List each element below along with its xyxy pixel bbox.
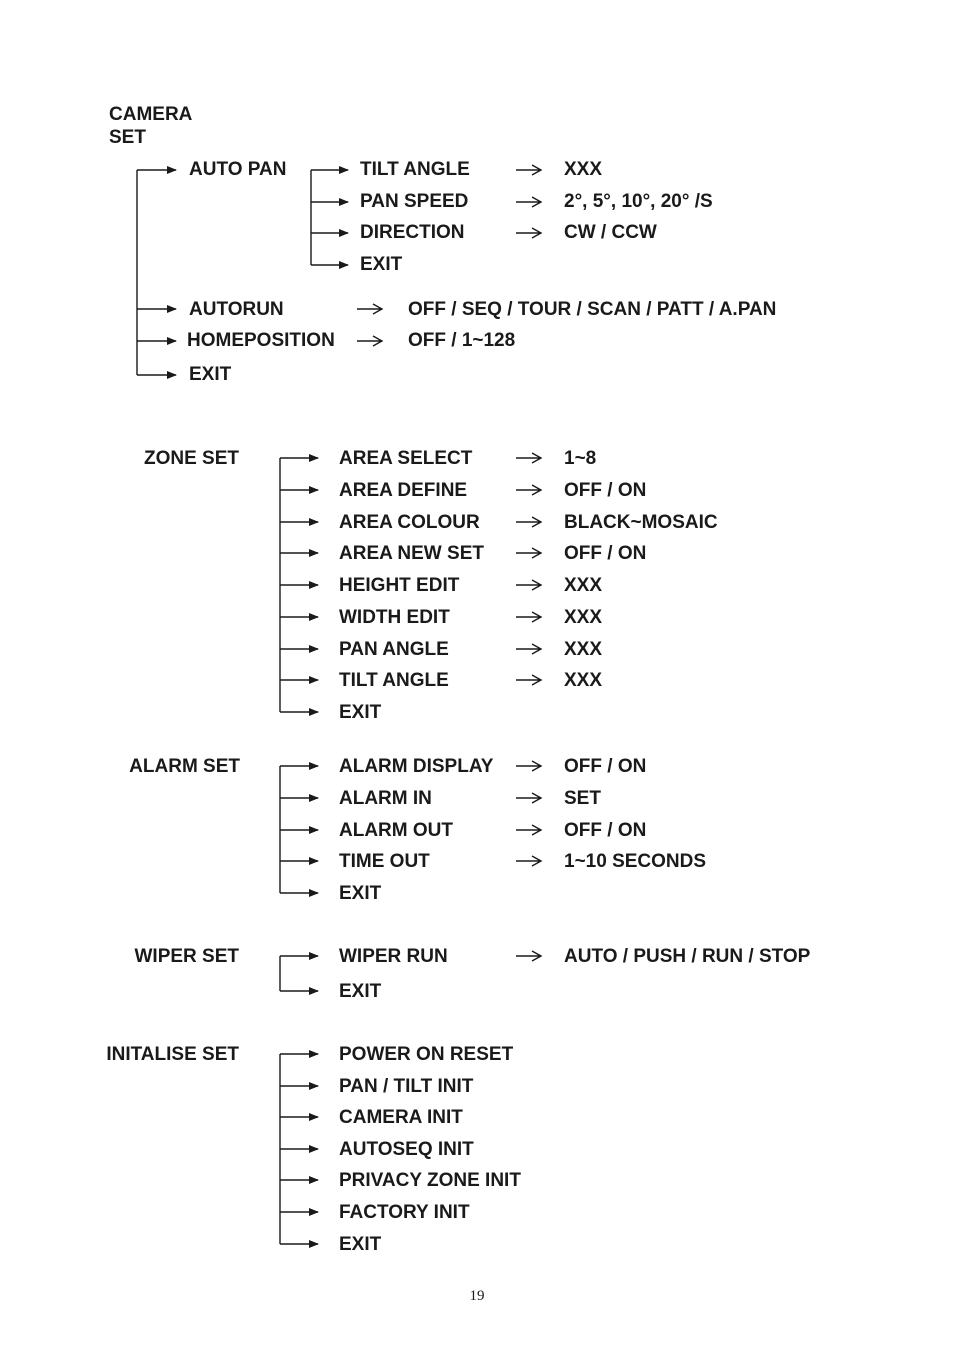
zone-value-0: 1~8 bbox=[564, 448, 597, 469]
zone-value-arrow-5 bbox=[516, 612, 541, 622]
alarm-value-1: SET bbox=[564, 788, 601, 809]
alarm-set-title: ALARM SET bbox=[129, 756, 240, 777]
init-item-6: EXIT bbox=[339, 1234, 382, 1255]
zone-value-6: XXX bbox=[564, 639, 603, 660]
zone-value-4: XXX bbox=[564, 575, 603, 596]
init-item-5: FACTORY INIT bbox=[339, 1202, 470, 1223]
autopan-value-arrow-0 bbox=[516, 165, 541, 175]
submenu-value-pan-speed: 2°, 5°, 10°, 20° /S bbox=[564, 191, 713, 212]
zone-item-0: AREA SELECT bbox=[339, 448, 473, 469]
wiper-set-title: WIPER SET bbox=[134, 946, 239, 967]
page-number: 19 bbox=[469, 1288, 485, 1304]
zone-item-6: PAN ANGLE bbox=[339, 639, 449, 660]
zone-value-3: OFF / ON bbox=[564, 543, 647, 564]
zone-value-arrow-6 bbox=[516, 644, 541, 654]
zone-value-arrow-7 bbox=[516, 675, 541, 685]
alarm-value-arrow-0 bbox=[516, 761, 541, 771]
alarm-item-0: ALARM DISPLAY bbox=[339, 756, 494, 777]
submenu-item-pan-speed: PAN SPEED bbox=[360, 191, 469, 212]
alarm-item-4: EXIT bbox=[339, 883, 382, 904]
menu-item-auto-pan: AUTO PAN bbox=[189, 159, 287, 180]
autopan-value-arrow-2 bbox=[516, 228, 541, 238]
alarm-item-2: ALARM OUT bbox=[339, 820, 453, 841]
submenu-value-direction: CW / CCW bbox=[564, 222, 657, 243]
zone-value-arrow-2 bbox=[516, 517, 541, 527]
zone-value-1: OFF / ON bbox=[564, 480, 647, 501]
alarm-value-0: OFF / ON bbox=[564, 756, 647, 777]
menu-value-homeposition: OFF / 1~128 bbox=[408, 330, 516, 351]
menu-item-homeposition: HOMEPOSITION bbox=[187, 330, 335, 351]
alarm-value-2: OFF / ON bbox=[564, 820, 647, 841]
submenu-value-tilt-angle: XXX bbox=[564, 159, 603, 180]
menu-item-exit: EXIT bbox=[189, 364, 232, 385]
autopan-value-arrow-1 bbox=[516, 197, 541, 207]
zone-item-7: TILT ANGLE bbox=[339, 670, 449, 691]
alarm-value-arrow-3 bbox=[516, 856, 541, 866]
zone-item-2: AREA COLOUR bbox=[339, 512, 480, 533]
init-item-0: POWER ON RESET bbox=[339, 1044, 514, 1065]
submenu-item-tilt-angle: TILT ANGLE bbox=[360, 159, 470, 180]
zone-item-1: AREA DEFINE bbox=[339, 480, 468, 501]
init-item-3: AUTOSEQ INIT bbox=[339, 1139, 474, 1160]
camera-set-title-line2: SET bbox=[109, 127, 146, 148]
wiper-value-0: AUTO / PUSH / RUN / STOP bbox=[564, 946, 811, 967]
zone-item-8: EXIT bbox=[339, 702, 382, 723]
init-item-4: PRIVACY ZONE INIT bbox=[339, 1170, 521, 1191]
wiper-item-0: WIPER RUN bbox=[339, 946, 448, 967]
alarm-item-3: TIME OUT bbox=[339, 851, 430, 872]
zone-value-7: XXX bbox=[564, 670, 603, 691]
zone-item-5: WIDTH EDIT bbox=[339, 607, 450, 628]
zone-value-arrow-1 bbox=[516, 485, 541, 495]
zone-value-2: BLACK~MOSAIC bbox=[564, 512, 718, 533]
submenu-item-exit: EXIT bbox=[360, 254, 403, 275]
menu-item-autorun: AUTORUN bbox=[189, 299, 284, 320]
initialise-set-title: INITALISE SET bbox=[106, 1044, 239, 1065]
alarm-value-arrow-1 bbox=[516, 793, 541, 803]
init-item-1: PAN / TILT INIT bbox=[339, 1076, 474, 1097]
autorun-value-arrow bbox=[357, 304, 382, 314]
submenu-item-direction: DIRECTION bbox=[360, 222, 465, 243]
zone-value-arrow-0 bbox=[516, 453, 541, 463]
zone-value-arrow-4 bbox=[516, 580, 541, 590]
zone-item-4: HEIGHT EDIT bbox=[339, 575, 460, 596]
homeposition-value-arrow bbox=[357, 336, 382, 346]
alarm-value-3: 1~10 SECONDS bbox=[564, 851, 707, 872]
zone-value-arrow-3 bbox=[516, 548, 541, 558]
wiper-value-arrow-0 bbox=[516, 951, 541, 961]
zone-set-title: ZONE SET bbox=[143, 448, 239, 469]
zone-value-5: XXX bbox=[564, 607, 603, 628]
wiper-item-1: EXIT bbox=[339, 981, 382, 1002]
alarm-item-1: ALARM IN bbox=[339, 788, 432, 809]
camera-set-title-line1: CAMERA bbox=[109, 104, 193, 125]
init-item-2: CAMERA INIT bbox=[339, 1107, 463, 1128]
zone-item-3: AREA NEW SET bbox=[339, 543, 484, 564]
menu-value-autorun: OFF / SEQ / TOUR / SCAN / PATT / A.PAN bbox=[408, 299, 777, 320]
alarm-value-arrow-2 bbox=[516, 825, 541, 835]
